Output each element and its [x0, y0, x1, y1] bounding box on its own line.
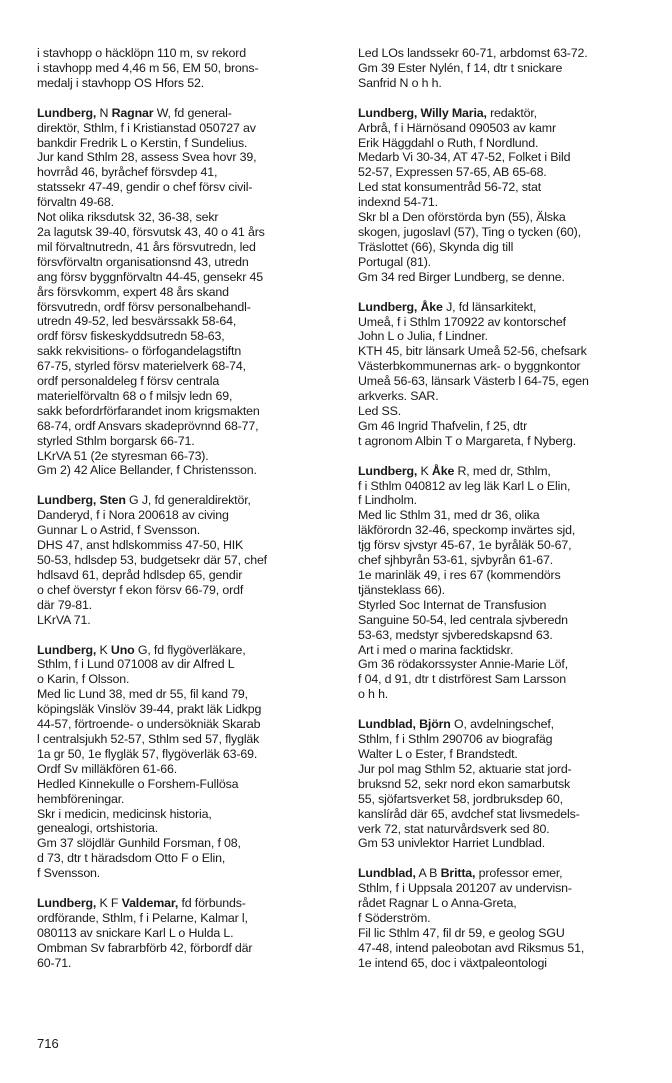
entry-line: DHS 47, anst hdlskommiss 47-50, HIK	[37, 538, 244, 553]
entry-line: Ombman Sv fabrarbförb 42, förbordf där	[37, 940, 253, 955]
entry-line: styrled Sthlm borgarsk 66-71.	[37, 433, 195, 448]
entry-line: 67-75, styrled försv materielverk 68-74,	[37, 359, 246, 374]
entry-line: sakk befordrförfarandet inom krigsmakten	[37, 403, 260, 418]
entry-line: tjg försv sjvstyr 45-67, 1e byråläk 50-67,	[358, 538, 572, 553]
right-column	[358, 46, 643, 986]
entry-line: hovrråd 46, byråchef försvdep 41,	[37, 165, 218, 180]
entry-line: i stavhopp o häcklöpn 110 m, sv rekord	[37, 46, 246, 60]
entry-line: Led SS.	[358, 403, 402, 418]
entry-line: Danderyd, f i Nora 200618 av civing	[37, 508, 229, 523]
entry-line: mil förvaltnutredn, 41 års försvutredn, led	[37, 239, 256, 254]
entry-line: Sthlm, f i Lund 071008 av dir Alfred L	[37, 657, 235, 672]
entry-line: där 79-81.	[37, 597, 92, 612]
biography-entry	[358, 866, 643, 970]
entry-line: 50-53, hdlsdep 53, budgetsekr där 57, chef	[37, 553, 267, 567]
entry-line: 68-74, ordf Ansvars skadeprövnnd 68-77,	[37, 418, 259, 433]
entry-line: indexnd 54-71.	[358, 195, 438, 210]
entry-line: materielförvaltn 68 o f milsjv ledn 69,	[37, 388, 233, 403]
entry-line: Gm 2) 42 Alice Bellander, f Christensson.	[37, 463, 257, 478]
entry-line: Gm 53 univlektor Harriet Lundblad.	[358, 836, 546, 851]
entry-line: Umeå, f i Sthlm 170922 av kontorschef	[358, 314, 566, 329]
entry-name: Uno	[110, 642, 135, 657]
entry-name: Lundblad,	[358, 866, 416, 881]
entry-line: Styrled Soc Internat de Transfusion	[358, 597, 547, 612]
entry-line: hembföreningar.	[37, 791, 125, 806]
biography-entry	[358, 300, 643, 449]
entry-line: LKrVA 51 (2e styresman 66-73).	[37, 448, 209, 463]
entry-line: Sanfrid N o h h.	[358, 75, 442, 90]
entry-name: Ragnar	[111, 105, 154, 120]
entry-line: Umeå 56-63, länsark Västerb l 64-75, egen	[358, 374, 589, 389]
entry-line: LKrVA 71.	[37, 612, 91, 627]
entry-line: o Karin, f Olsson.	[37, 672, 130, 687]
left-column	[37, 46, 337, 986]
entry-line: bankdir Fredrik L o Kerstin, f Sundelius.	[37, 135, 248, 150]
entry-line: Portugal (81).	[358, 254, 431, 269]
entry-line: Gm 34 red Birger Lundberg, se denne.	[358, 269, 565, 284]
entry-line: f 04, d 91, dtr t distrförest Sam Larsson	[358, 672, 567, 687]
entry-line: Med lic Lund 38, med dr 55, fil kand 79,	[37, 687, 248, 702]
entry-line: medalj i stavhopp OS Hfors 52.	[37, 75, 204, 90]
entry-line: ang försv byggnförvaltn 44-45, gensekr 45	[37, 269, 263, 284]
entry-line: hdlsavd 61, depråd hdlsdep 65, gendir	[37, 567, 243, 582]
entry-line: kanslíråd där 65, avdchef stat livsmedels-	[358, 806, 580, 821]
entry-line: Gm 46 Ingrid Thafvelin, f 25, dtr	[358, 418, 528, 433]
entry-line: l centralsjukh 52-57, Sthlm sed 57, flygläk	[37, 731, 260, 746]
entry-line: Jur pol mag Sthlm 52, aktuarie stat jord-	[358, 761, 572, 776]
entry-line: 55, sjöfartsverket 58, jordbruksdep 60,	[358, 791, 563, 806]
entry-name: Britta,	[440, 866, 476, 881]
entry-line: Sthlm, f i Sthlm 290706 av biografäg	[358, 732, 553, 747]
entry-line: Lundberg, K Åke R, med dr, Sthlm,	[358, 463, 551, 478]
entry-name: Lundberg,	[358, 463, 418, 478]
entry-line: Sthlm, f i Uppsala 201207 av undervisn-	[358, 881, 572, 896]
entry-line: ordförande, Sthlm, f i Pelarne, Kalmar l,	[37, 910, 248, 925]
biography-entry	[37, 493, 337, 627]
entry-line: skogen, jugoslavl (57), Ting o tycken (60),	[358, 224, 581, 239]
page-number: 716	[37, 1036, 59, 1051]
entry-line: Lundblad, Björn O, avdelningschef,	[358, 717, 554, 732]
entry-line: f Lindholm.	[358, 493, 417, 508]
entry-line: års försvkomm, expert 48 års skand	[37, 284, 229, 299]
biography-entry	[358, 46, 643, 91]
entry-line: Hedled Kinnekulle o Forshem-Fullösa	[37, 776, 239, 791]
entry-line: o chef överstyr f ekon försv 66-79, ordf	[37, 582, 244, 597]
entry-line: Gm 37 slöjdlär Gunhild Forsman, f 08,	[37, 836, 241, 851]
entry-line: Skr bl a Den oförstörda byn (55), Älska	[358, 210, 566, 225]
entry-line: Lundberg, Åke J, fd länsarkitekt,	[358, 299, 537, 314]
entry-line: 47-48, intend paleobotan avd Riksmus 51,	[358, 940, 585, 955]
entry-line: 44-57, förtroende- o undersökniäk Skarab	[37, 717, 261, 732]
entry-line: statssekr 47-49, gendir o chef försv civil-	[37, 180, 253, 195]
entry-line: i stavhopp med 4,46 m 56, EM 50, brons-	[37, 60, 259, 75]
entry-line: bruksnd 52, sekr nord ekon samarbutsk	[358, 776, 571, 791]
biography-entry	[358, 464, 643, 703]
entry-line: Fil lic Sthlm 47, fil dr 59, e geolog SGU	[358, 925, 565, 940]
biography-entry	[37, 106, 337, 479]
entry-line: Lundberg, K F Valdemar, fd förbunds-	[37, 896, 246, 911]
entry-line: läkförordn 32-46, speckomp invärtes sjd,	[358, 523, 576, 538]
entry-line: f Svensson.	[37, 866, 101, 881]
entry-line: Not olika riksdutsk 32, 36-38, sekr	[37, 210, 219, 225]
entry-line: direktör, Sthlm, f i Kristianstad 050727 av	[37, 120, 256, 135]
entry-line: 1e marinläk 49, i res 67 (kommendörs	[358, 568, 561, 582]
entry-line: ordf personaldeleg f försv centrala	[37, 374, 220, 389]
entry-name: Lundberg, Sten	[37, 493, 126, 508]
entry-line: Jur kand Sthlm 28, assess Svea hovr 39,	[37, 150, 257, 165]
entry-line: Träslottet (66), Skynda dig till	[358, 239, 514, 254]
entry-line: utredn 49-52, led besvärssakk 58-64,	[37, 314, 237, 329]
entry-name: Valdemar,	[121, 896, 179, 911]
entry-line: arkverks. SAR.	[358, 389, 439, 404]
entry-line: Lundblad, A B Britta, professor emer,	[358, 866, 563, 881]
entry-line: f Söderström.	[358, 911, 431, 926]
entry-line: genealogi, ortshistoria.	[37, 821, 159, 836]
entry-line: o h h.	[358, 687, 389, 702]
entry-line: Walter L o Ester, f Brandstedt.	[358, 746, 518, 761]
entry-line: Gm 39 Ester Nylén, f 14, dtr t snickare	[358, 60, 563, 75]
entry-line: 1a gr 50, 1e flygläk 57, flygöverläk 63-69.	[37, 746, 258, 761]
entry-line: f i Sthlm 040812 av leg läk Karl L o Elin,	[358, 478, 571, 493]
biography-entry	[37, 46, 337, 91]
entry-line: försvutredn, ordf försv personalbehandl-	[37, 299, 251, 314]
entry-line: 53-63, medstyr sjvberedskapsnd 63.	[358, 627, 553, 642]
entry-line: Skr i medicin, medicinsk historia,	[37, 806, 212, 821]
entry-line: John L o Julia, f Lindner.	[358, 329, 488, 344]
entry-line: 1e intend 65, doc i växtpaleontologi	[358, 955, 547, 970]
entry-line: försvförvaltn organisationsnd 43, utredn	[37, 254, 249, 269]
entry-name: Lundberg,	[37, 896, 97, 911]
entry-line: Gm 36 rödakorssyster Annie-Marie Löf,	[358, 657, 568, 672]
entry-line: förvaltn 49-68.	[37, 195, 114, 210]
entry-name: Åke	[431, 463, 455, 478]
entry-line: köpingsläk Vinslöv 39-44, prakt läk Lidkpg	[37, 702, 262, 717]
entry-line: tjänsteklass 66).	[358, 582, 445, 597]
entry-line: Lundberg, N Ragnar W, fd general-	[37, 105, 232, 120]
entry-line: Sanguine 50-54, led centrala sjvberedn	[358, 612, 568, 627]
entry-name: Lundblad, Björn	[358, 717, 451, 732]
entry-line: 2a lagutsk 39-40, försvutsk 43, 40 o 41 års	[37, 224, 265, 239]
entry-line: d 73, dtr t häradsdom Otto F o Elin,	[37, 851, 226, 866]
entry-line: Västerbkommunernas ark- o byggnkontor	[358, 359, 581, 374]
entry-line: Medarb Vi 30-34, AT 47-52, Folket i Bild	[358, 150, 571, 165]
entry-line: t agronom Albin T o Margareta, f Nyberg.	[358, 433, 577, 448]
entry-name: Lundberg, Willy Maria,	[358, 105, 487, 120]
entry-line: 080113 av snickare Karl L o Hulda L.	[37, 925, 234, 940]
entry-line: Lundberg, Sten G J, fd generaldirektör,	[37, 493, 251, 508]
entry-line: Lundberg, Willy Maria, redaktör,	[358, 105, 537, 120]
entry-name: Lundberg,	[37, 642, 97, 657]
biography-entry	[37, 643, 337, 882]
entry-line: sakk rekvisitions- o förfogandelagstiftn	[37, 344, 242, 359]
entry-line: verk 72, stat naturvårdsverk sed 80.	[358, 821, 550, 836]
entry-line: Erik Häggdahl o Ruth, f Nordlund.	[358, 135, 539, 150]
entry-name: Lundberg,	[37, 105, 97, 120]
entry-line: Art i med o marina facktidskr.	[358, 642, 514, 657]
entry-line: ordf försv fiskeskyddsutredn 58-63,	[37, 329, 225, 344]
entry-line: Led LOs landssekr 60-71, arbdomst 63-72.	[358, 46, 588, 60]
entry-line: Led stat konsumentråd 56-72, stat	[358, 180, 542, 195]
entry-line: Med lic Sthlm 31, med dr 36, olika	[358, 508, 540, 523]
entry-line: KTH 45, bitr länsark Umeå 52-56, chefsark	[358, 344, 587, 359]
entry-line: rådet Ragnar L o Anna-Greta,	[358, 896, 517, 911]
entry-line: 52-57, Expressen 57-65, AB 65-68.	[358, 165, 547, 180]
entry-line: chef sjhbyrån 53-61, sjvbyrån 61-67.	[358, 553, 554, 568]
entry-line: Ordf Sv milläkfören 61-66.	[37, 761, 178, 776]
entry-line: Gunnar L o Astrid, f Svensson.	[37, 523, 201, 538]
entry-line: Arbrå, f i Härnösand 090503 av kamr	[358, 120, 556, 135]
entry-name: Lundberg, Åke	[358, 299, 443, 314]
biography-entry	[358, 717, 643, 851]
entry-line: 60-71.	[37, 955, 72, 970]
biography-entry	[358, 106, 643, 285]
biography-entry	[37, 896, 337, 971]
entry-line: Lundberg, K Uno G, fd flygöverläkare,	[37, 642, 246, 657]
